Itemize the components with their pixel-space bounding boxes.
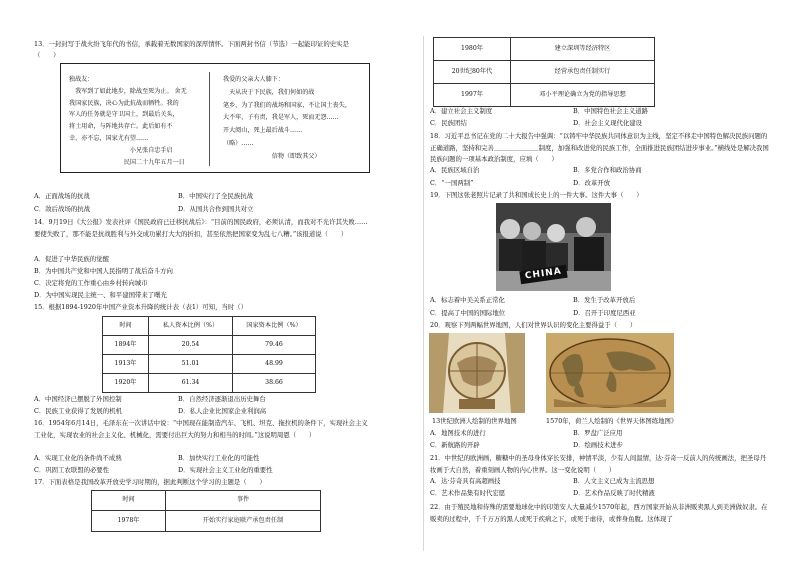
q17-stem: 17．下面表格是我国改革开放史学习时期的，据此判断这个学习的主题是（ ） bbox=[34, 478, 266, 486]
q17-option-a[interactable]: A．建立社会主义制度 bbox=[430, 107, 493, 115]
q15-option-d[interactable]: D．私人企业比国家企业利润高 bbox=[178, 407, 267, 415]
table-header-cell: 时间 bbox=[103, 317, 149, 336]
q17-option-d[interactable]: D．社会主义现代化建设 bbox=[573, 119, 643, 127]
q19-option-b[interactable]: B．发生于改革开放后 bbox=[573, 296, 636, 304]
table-cell: 1920年 bbox=[103, 374, 149, 393]
q19-option-a[interactable]: A．标志着中美关系正常化 bbox=[430, 296, 505, 304]
q16-option-b[interactable]: B．加快实行工业化的可能性 bbox=[178, 454, 260, 462]
table-cell: 1894年 bbox=[103, 336, 149, 355]
q13-option-a[interactable]: A．正面战场的抗战 bbox=[34, 192, 90, 200]
table-cell: 1980年 bbox=[434, 38, 511, 61]
q21-option-b[interactable]: B．人文主义已成为主流思想 bbox=[573, 477, 655, 485]
q17-option-c[interactable]: C．民族团结 bbox=[430, 119, 467, 127]
table-row bbox=[434, 61, 655, 84]
q20-option-d[interactable]: D．绘画技术进步 bbox=[573, 441, 623, 449]
q13-stem: 13．一封封写于战火纷飞年代的书信，承载着无数国家的深厚情怀。下面两封书信（节选）一起能印证的史实是（ ） bbox=[34, 40, 349, 59]
table-header-cell: 时间 bbox=[92, 491, 166, 511]
q20-map-medieval bbox=[429, 333, 525, 413]
q16-stem: 16．1954年6月14日，毛泽东在一次讲话中说：“中国现在能制造汽车、飞机、坦克、拖拉机的条件下，实现社会主义工业化，实现农业的社会主义化、机械化，需要付出巨大的努力和相当的时间。”这说明周恩（ ） bbox=[34, 419, 368, 439]
table-row bbox=[103, 336, 316, 355]
q18-option-a[interactable]: A．民族区域自治 bbox=[430, 166, 480, 174]
q20-option-a[interactable]: A．地图技术的进行 bbox=[430, 429, 486, 437]
q14-option-d[interactable]: D．为中国实现民主统一、和平建国带来了曙光 bbox=[34, 291, 167, 299]
q16-option-d[interactable]: D．实现社会主义工业化的重要性 bbox=[178, 466, 273, 474]
q15-stem: 15．根据1894-1920年中国产业资本升降的统计表（表1）可知，当时（） bbox=[34, 303, 248, 311]
table-cell: 61.34 bbox=[149, 374, 233, 393]
table-cell: 经营承包责任制实行 bbox=[511, 61, 655, 84]
table-cell: 38.66 bbox=[233, 374, 316, 393]
table-cell: 邓小平理论确立为党的指导思想 bbox=[511, 84, 655, 107]
q18-option-d[interactable]: D．改革开放 bbox=[573, 179, 611, 187]
table-row bbox=[434, 84, 655, 107]
q18-stem: 18．习近平总书记在党的二十大报告中强调：“以铸牢中华民族共同体意识为主线，坚定不移走中国特色解决民族问题的正确道路，坚持和完善＿＿＿＿＿＿＿制度，加强和改进党的民族工作，全面推进民族团结进步事业。”横线处是解决我国民族问题的一项基本政治制度，应填（ ） bbox=[430, 132, 769, 163]
q22-stem: 22．由于殖民地和侍殊的需要地球化中的印第安人大量减少1570年起，西方国家开始从非洲贩卖黑人到美洲做奴隶。在贩卖的过程中，千千万万的黑人或死于疾病之下，或死于虐待，或葬身鱼腹。这体现了 bbox=[430, 503, 768, 523]
table-cell: 20.54 bbox=[149, 336, 233, 355]
q20-caption-medieval: 13世纪欧洲人绘制的世界地图 bbox=[432, 417, 517, 425]
q13-letter-father: 我爱的父亲大人膝下： 天从决于下民族，我们何如的战 笔乡，为了我们的战场和国家，不让国土丧失， 大不牢，子有责，我是军人，死而无怨…… 开大阅山，死上最后战斗…… （略）…… 信物（即致其父） bbox=[223, 76, 351, 160]
q18-option-b[interactable]: B．多党合作和政治协商 bbox=[573, 166, 642, 174]
q15-option-c[interactable]: C．民族工业获得了发展的机机 bbox=[34, 407, 122, 415]
medieval-world-map-image bbox=[429, 333, 525, 413]
ortelius-world-map-image bbox=[546, 333, 674, 413]
table-header-cell: 私人资本比例（%） bbox=[149, 317, 233, 336]
q14-option-c[interactable]: C．决定将党的工作重心由乡村转向城市 bbox=[34, 279, 148, 287]
q20-option-c[interactable]: C．新航路的开辟 bbox=[430, 441, 480, 449]
q13-letters-box bbox=[60, 63, 370, 173]
table-cell: 20世纪80年代 bbox=[434, 61, 511, 84]
q13-option-b[interactable]: B．中国实行了全民族抗战 bbox=[178, 192, 253, 200]
q20-map-ortelius bbox=[546, 333, 674, 413]
q17-table-part1 bbox=[91, 490, 321, 532]
q17-table-part2 bbox=[433, 37, 655, 107]
q15-option-b[interactable]: B．自然经济逐渐退出历史舞台 bbox=[178, 395, 266, 403]
table-cell: 1978年 bbox=[92, 511, 166, 532]
table-row bbox=[434, 38, 655, 61]
q18-option-c[interactable]: C．“一国两制” bbox=[430, 179, 474, 187]
table-header-row bbox=[92, 491, 321, 511]
q19-option-d[interactable]: D．召开于印度尼西亚 bbox=[573, 309, 636, 317]
q16-option-a[interactable]: A．实现工业化的条件尚不成熟 bbox=[34, 454, 122, 462]
q14-option-b[interactable]: B．为中国共产党和中国人民指明了战后奋斗方向 bbox=[34, 267, 173, 275]
table-header-cell: 事件 bbox=[166, 491, 321, 511]
q13-letter-separator bbox=[209, 72, 210, 166]
q21-option-c[interactable]: C．艺术作品集有时代宏愿 bbox=[430, 489, 506, 497]
q19-stem: 19．下图这张老照片记录了共和国成长史上的一件大事。这件大事（ ） bbox=[430, 191, 643, 199]
table-cell: 开始实行家庭联产承包责任制 bbox=[166, 511, 321, 532]
q21-option-a[interactable]: A．达·芬奇具有高超画技 bbox=[430, 477, 501, 485]
table-cell: 1997年 bbox=[434, 84, 511, 107]
q14-stem: 14．9月19日《大公报》发表社评《国民政府已迁移抗战后》：“目前的国民政府，必须认清，而我对不光许其失败……要使失败了，那不能是抗战胜利与外交成功累打大大的折扣，甚至依然把国家变为乱七八糟。”该报道说（ ） bbox=[34, 218, 368, 238]
table-cell: 建立深圳等经济特区 bbox=[511, 38, 655, 61]
china-nameplate: CHINA bbox=[519, 265, 567, 284]
q13-letter-zhang: 独战友： 我军到了如此地步，除战至死为止。 舍无 我国家民族，决心为此抗战而牺牲。我的 军人的任务就是守卫国土，到最后关头， 将士用命，与阵地共存亡。此后如有不 幸，亦不忘，国家尤有望…… 小兄张自忠手启 民国二十九年五月一日 bbox=[69, 76, 187, 166]
q21-stem: 21．中世纪的欧洲画，糖糖中的圣母身体穿长安排，神情平淡，少有人间温情，达·芬奇一反前人的传统画法，把圣母丹妆画于大自然，着重刻画人物的内心世界。这一变化说明（ ） bbox=[430, 454, 767, 474]
q19-photo bbox=[496, 203, 611, 291]
q14-option-a[interactable]: A．促进了中华民族的觉醒 bbox=[34, 255, 109, 263]
table-header-row bbox=[103, 317, 316, 336]
table-row bbox=[92, 511, 321, 532]
q13-option-d[interactable]: D．从国共合作到国共对立 bbox=[178, 205, 254, 213]
q15-option-a[interactable]: A．中国经济已摆脱了外国控制 bbox=[34, 395, 122, 403]
q20-caption-ortelius: 1570年，荷兰人绘制的《世界天体图练地图》 bbox=[546, 417, 678, 425]
q19-option-c[interactable]: C．提高了中国的国际地位 bbox=[430, 309, 506, 317]
table-cell: 48.99 bbox=[233, 355, 316, 374]
q13-option-c[interactable]: C．敌后战场的抗战 bbox=[34, 205, 91, 213]
table-row bbox=[103, 374, 316, 393]
q16-option-c[interactable]: C．巩固工农联盟的必要性 bbox=[34, 466, 110, 474]
column-divider bbox=[423, 36, 424, 551]
table-cell: 51.01 bbox=[149, 355, 233, 374]
table-row bbox=[103, 355, 316, 374]
q20-stem: 20．观察下列两幅世界地图，人们对世界认识的变化主要得益于（ ） bbox=[430, 321, 637, 329]
q15-table bbox=[102, 316, 316, 393]
table-cell: 79.46 bbox=[233, 336, 316, 355]
q17-option-b[interactable]: B．中国特色社会主义道路 bbox=[573, 107, 648, 115]
q21-option-d[interactable]: D．艺术作品反映了时代精液 bbox=[573, 489, 655, 497]
table-header-cell: 国家资本比例（%） bbox=[233, 317, 316, 336]
table-cell: 1913年 bbox=[103, 355, 149, 374]
q20-option-b[interactable]: B．罗盘广泛应用 bbox=[573, 429, 623, 437]
